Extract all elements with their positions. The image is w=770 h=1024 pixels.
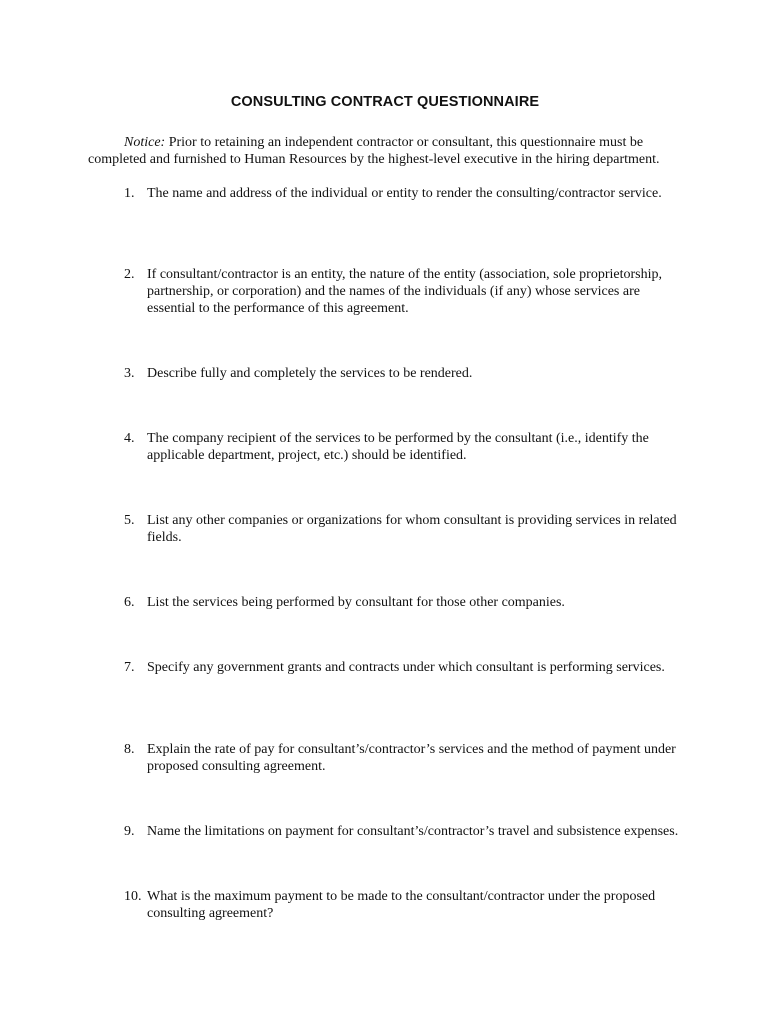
question-line: If consultant/contractor is an entity, the nature of the entity (association, sole proprietorship, xyxy=(147,267,662,282)
page-title: CONSULTING CONTRACT QUESTIONNAIRE xyxy=(230,94,540,110)
question-3 xyxy=(124,365,684,382)
question-line: partnership, or corporation) and the names of the individuals (if any) whose services are xyxy=(147,284,640,299)
question-1 xyxy=(124,185,684,202)
question-line: consulting agreement? xyxy=(147,906,274,921)
question-text xyxy=(147,266,684,317)
question-line: List any other companies or organizations for whom consultant is providing services in related xyxy=(147,513,677,528)
question-text xyxy=(147,185,684,202)
question-2 xyxy=(124,266,684,317)
question-number: 3. xyxy=(124,366,135,381)
notice-text-1: Prior to retaining an independent contractor or consultant, this questionnaire must be xyxy=(168,135,644,150)
question-number: 1. xyxy=(124,186,135,201)
question-number: 5. xyxy=(124,513,135,528)
question-5 xyxy=(124,512,684,546)
question-6 xyxy=(124,594,684,611)
question-8 xyxy=(124,741,684,775)
question-line: Specify any government grants and contracts under which consultant is performing services. xyxy=(147,660,665,675)
question-7 xyxy=(124,659,684,676)
notice-label: Notice: xyxy=(124,135,166,150)
question-number: 8. xyxy=(124,742,135,757)
question-text xyxy=(147,823,684,840)
notice-paragraph xyxy=(88,134,688,168)
question-text xyxy=(147,430,684,464)
question-text xyxy=(147,659,684,676)
question-line: The name and address of the individual or entity to render the consulting/contractor service. xyxy=(147,186,662,201)
question-line: The company recipient of the services to be performed by the consultant (i.e., identify the xyxy=(147,431,649,446)
notice-line-1 xyxy=(88,134,688,151)
question-text xyxy=(147,594,684,611)
question-line: List the services being performed by consultant for those other companies. xyxy=(147,595,565,610)
question-number: 9. xyxy=(124,824,135,839)
question-line: What is the maximum payment to be made to the consultant/contractor under the proposed xyxy=(147,889,656,904)
notice-line-2: completed and furnished to Human Resources by the highest-level executive in the hiring department. xyxy=(88,152,660,167)
question-number: 4. xyxy=(124,431,135,446)
question-number: 6. xyxy=(124,595,135,610)
question-line: proposed consulting agreement. xyxy=(147,759,326,774)
question-text xyxy=(147,741,684,775)
question-10 xyxy=(124,888,684,922)
question-number: 7. xyxy=(124,660,135,675)
question-line: Describe fully and completely the services to be rendered. xyxy=(147,366,473,381)
question-line: essential to the performance of this agreement. xyxy=(147,301,409,316)
question-line: applicable department, project, etc.) should be identified. xyxy=(147,448,467,463)
question-line: Name the limitations on payment for consultant’s/contractor’s travel and subsistence expenses. xyxy=(147,824,679,839)
question-number: 2. xyxy=(124,267,135,282)
question-9 xyxy=(124,823,684,840)
question-text xyxy=(147,888,684,922)
question-4 xyxy=(124,430,684,464)
question-line: fields. xyxy=(147,530,182,545)
question-text xyxy=(147,365,684,382)
question-number: 10. xyxy=(124,889,142,904)
question-text xyxy=(147,512,684,546)
question-line: Explain the rate of pay for consultant’s/contractor’s services and the method of payment under xyxy=(147,742,676,757)
